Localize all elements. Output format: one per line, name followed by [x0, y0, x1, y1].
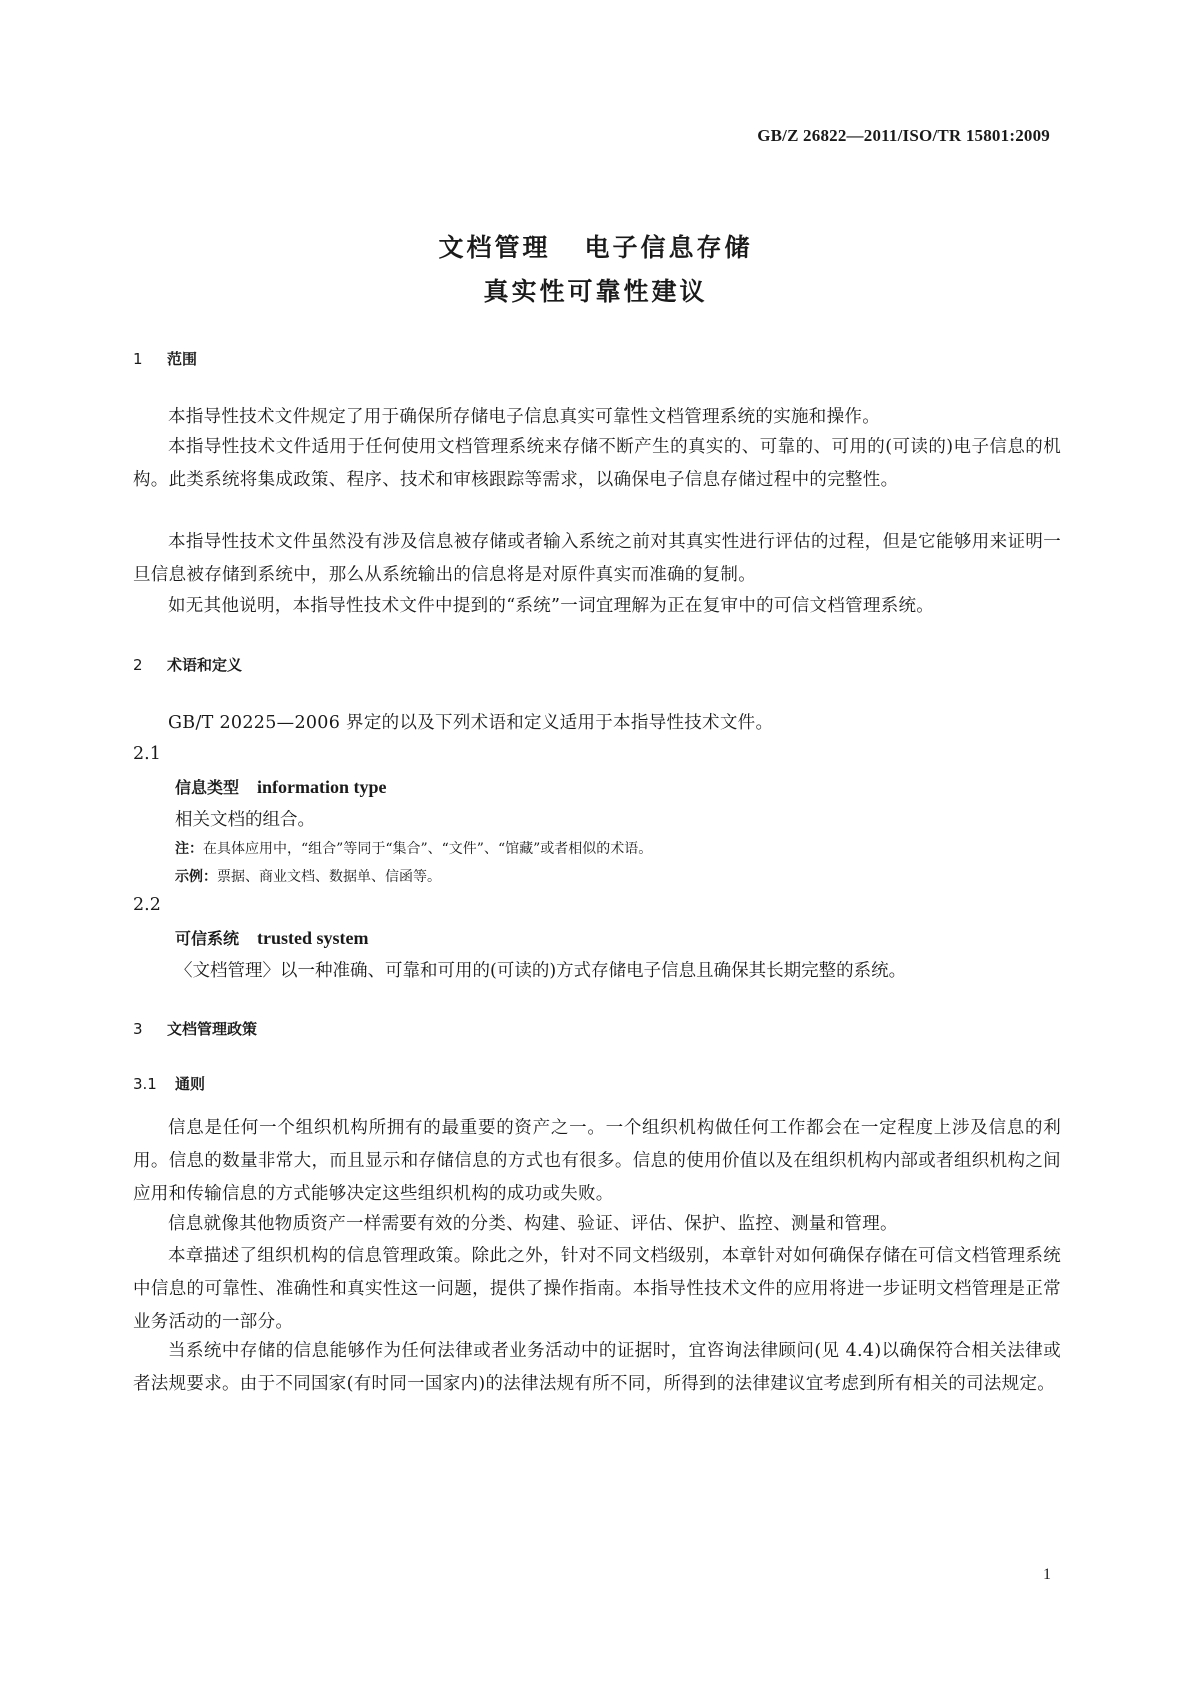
paragraph: 信息是任何一个组织机构所拥有的最重要的资产之一。一个组织机构做任何工作都会在一定程度上涉及信息的利用。信息的数量非常大，而且显示和存储信息的方式也有很多。信息的使用价值以及在组织机构内部或者组织机构之间应用和传输信息的方式能够决定这些组织机构的成功或失败。 [133, 1118, 1061, 1204]
term-number: 2.1 [133, 744, 161, 764]
term-english: information type [257, 777, 387, 797]
paragraph: 本指导性技术文件适用于任何使用文档管理系统来存储不断产生的真实的、可靠的、可用的(可读的)电子信息的机构。此类系统将集成政策、程序、技术和审核跟踪等需求，以确保电子信息存储过程中的完整性。 [133, 437, 1061, 490]
term-number: 2.2 [133, 895, 161, 915]
paragraph: 如无其他说明，本指导性技术文件中提到的“系统”一词宜理解为正在复审中的可信文档管理系统。 [168, 596, 935, 616]
section-title: 术语和定义 [167, 656, 243, 674]
section-2-heading [133, 654, 242, 675]
paragraph: 本指导性技术文件规定了用于确保所存储电子信息真实可靠性文档管理系统的实施和操作。 [168, 407, 880, 427]
paragraph: 当系统中存储的信息能够作为任何法律或者业务活动中的证据时，宜咨询法律顾问(见 4.4)以确保符合相关法律或者法规要求。由于不同国家(有时同一国家内)的法律法规有所不同，所得到的法律建议宜考虑到所有相关的司法规定。 [133, 1341, 1061, 1394]
term-example [175, 866, 441, 886]
note-text: 在具体应用中，“组合”等同于“集合”、“文件”、“馆藏”或者相似的术语。 [203, 841, 653, 857]
note-label: 注： [175, 841, 203, 857]
subsection-title: 通则 [175, 1075, 206, 1093]
title-part1: 文档管理 [438, 233, 551, 262]
document-title-line2: 真实性可靠性建议 [483, 277, 708, 306]
section-title: 范围 [167, 350, 198, 368]
subsection-3-1-heading [133, 1073, 205, 1094]
example-text: 票据、商业文档、数据单、信函等。 [217, 869, 441, 885]
subsection-number: 3.1 [133, 1075, 157, 1093]
title-part2: 电子信息存储 [584, 233, 753, 262]
term-entry [175, 926, 369, 949]
term-chinese: 可信系统 [175, 929, 240, 948]
page-number: 1 [1043, 1566, 1051, 1583]
section-number: 2 [133, 656, 143, 674]
section-number: 3 [133, 1020, 143, 1038]
section-title: 文档管理政策 [167, 1020, 258, 1038]
section-1-heading [133, 348, 197, 369]
section-3-heading [133, 1018, 257, 1039]
paragraph: 本指导性技术文件虽然没有涉及信息被存储或者输入系统之前对其真实性进行评估的过程，但是它能够用来证明一旦信息被存储到系统中，那么从系统输出的信息将是对原件真实而准确的复制。 [133, 532, 1061, 585]
section-number: 1 [133, 350, 143, 368]
term-chinese: 信息类型 [175, 778, 240, 797]
term-note [175, 838, 652, 858]
standard-code: GB/Z 26822—2011/ISO/TR 15801:2009 [757, 126, 1050, 145]
term-entry [175, 775, 387, 798]
term-english: trusted system [257, 928, 369, 948]
paragraph: GB/T 20225—2006 界定的以及下列术语和定义适用于本指导性技术文件。 [168, 713, 774, 733]
paragraph: 本章描述了组织机构的信息管理政策。除此之外，针对不同文档级别，本章针对如何确保存储在可信文档管理系统中信息的可靠性、准确性和真实性这一问题，提供了操作指南。本指导性技术文件的应用将进一步证明文档管理是正常业务活动的一部分。 [133, 1246, 1061, 1332]
document-title-line1 [0, 228, 1191, 264]
term-definition: 相关文档的组合。 [175, 810, 315, 830]
paragraph: 信息就像其他物质资产一样需要有效的分类、构建、验证、评估、保护、监控、测量和管理。 [168, 1214, 898, 1234]
example-label: 示例： [175, 869, 217, 885]
term-definition: 〈文档管理〉以一种准确、可靠和可用的(可读的)方式存储电子信息且确保其长期完整的系统。 [175, 961, 907, 981]
